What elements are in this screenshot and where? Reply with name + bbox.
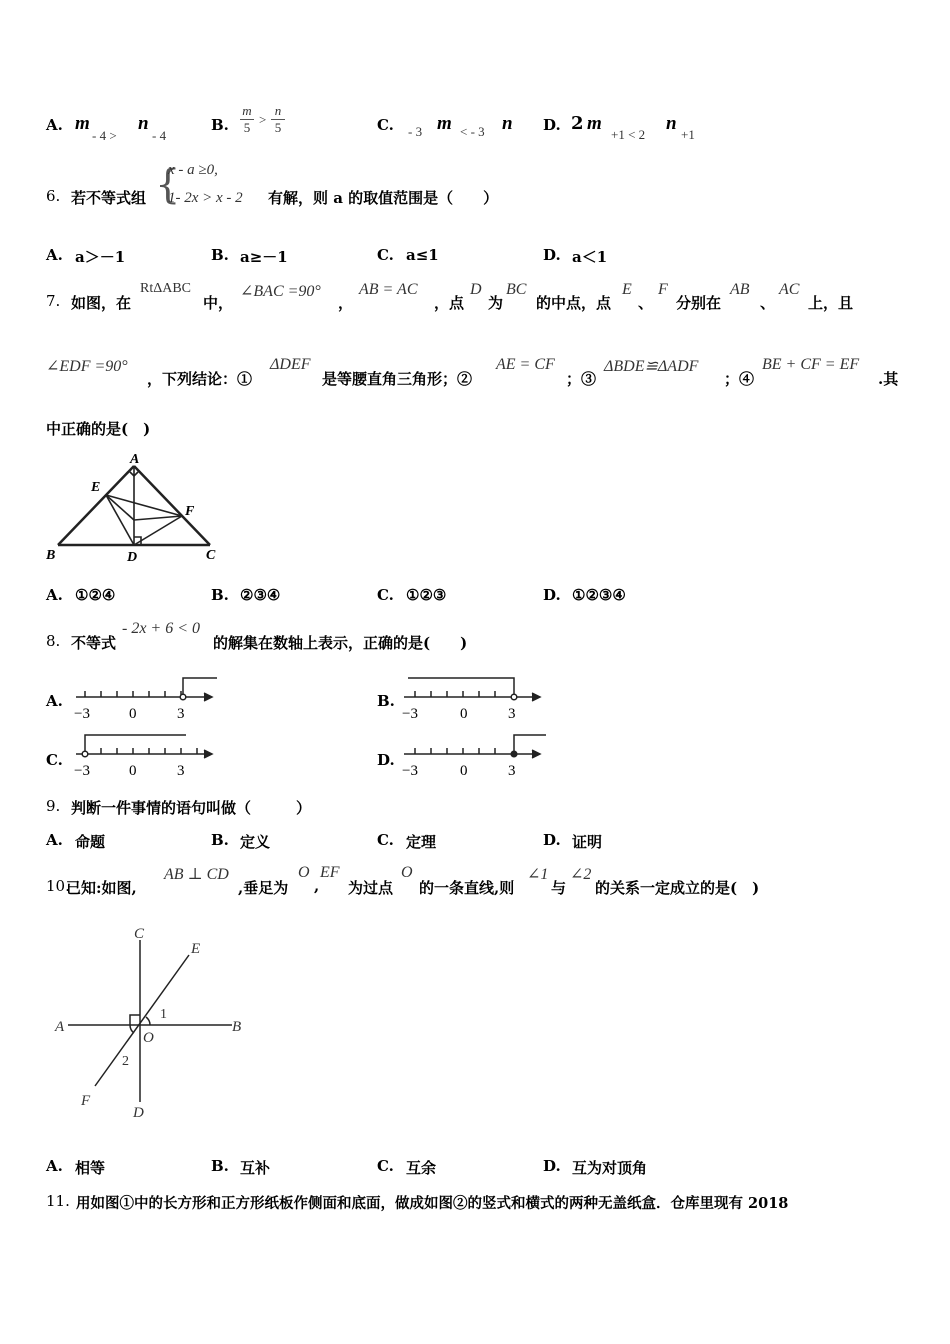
label-D: D [127,550,138,565]
question-number: 9. [46,797,61,815]
question-text: 如图，在 [71,294,132,312]
system-line-2: 1- 2x > x - 2 [168,190,243,206]
math-var: m [587,113,602,134]
math-coef: - 3 [408,124,423,139]
math-var: m [75,113,90,134]
math-var: O [401,864,413,881]
question-number: 8. [46,632,61,650]
option-label: A. [46,1157,63,1175]
option-label: C. [377,586,394,604]
option-text: a＜1 [572,248,608,266]
option-text: 定义 [240,833,271,851]
option-label: A. [46,831,63,849]
math-expr: AB = AC [359,281,418,298]
denominator: 5 [243,120,251,135]
number-line-a [70,674,220,724]
label-C: C [206,548,216,563]
label-F: F [185,504,195,519]
math-expr: ∠2 [570,866,592,883]
option-text: a＞－1 [75,248,126,266]
math-expr: ΔDEF [270,356,311,373]
math-coef: 2 [571,113,584,134]
label-F: F [81,1093,91,1109]
question-number: 7. [46,292,61,310]
question-text: 分别在 [676,294,722,312]
math-sub: - 4 [152,128,167,143]
option-label: C. [377,1157,394,1175]
option-label: D. [543,1157,561,1175]
option-label: B. [211,246,229,264]
question-number: 11. [46,1192,70,1210]
math-var: m [437,113,452,134]
question-text: 为 [488,294,504,312]
option-label: B. [211,831,229,849]
question-text: 的解集在数轴上表示，正确的是( ) [213,634,468,652]
question-text: .其 [878,370,899,388]
tick-label: 3 [177,706,185,722]
option-text: ①②③④ [572,586,626,604]
option-label: D. [543,246,561,264]
option-label: A. [46,586,63,604]
fraction [271,104,285,135]
number-line-c [70,731,220,781]
tick-label: 0 [460,706,468,722]
question-text: ；④ [724,370,755,388]
fraction [240,104,254,135]
option-label: D. [377,751,395,769]
math-expr: ΔBDE≌ΔADF [604,358,699,375]
question-text: 与 [551,879,567,897]
option-label: D. [543,586,561,604]
math-sub: +1 < 2 [611,127,646,142]
option-text: ①②④ [75,586,116,604]
label-C: C [134,926,145,942]
math-var: AC [779,281,800,298]
number-line-b [398,674,548,724]
math-var: D [470,281,482,298]
option-label: A. [46,692,63,710]
question-text: 已知:如图, [66,879,137,897]
question-number: 10. [46,877,70,895]
math-op: < - 3 [460,124,485,139]
math-var: EF [320,864,340,881]
option-text: ②③④ [240,586,281,604]
math-var: O [298,864,310,881]
option-label: D. [543,116,561,134]
tick-label: 0 [460,763,468,779]
tick-label: 3 [177,763,185,779]
question-text: 的关系一定成立的是( ) [595,879,760,897]
question-text: 为过点 [348,879,394,897]
angle-1-label: 1 [160,1007,167,1022]
math-var: n [666,113,677,134]
tick-label: −3 [74,763,90,779]
label-O: O [143,1030,154,1046]
label-B: B [232,1019,242,1035]
math-expr: ∠1 [527,866,549,883]
option-label: B. [211,586,229,604]
numerator: m [242,103,252,118]
label-A: A [130,452,140,467]
option-text: 证明 [572,833,603,851]
option-label: B. [211,116,229,134]
tick-label: 3 [508,706,516,722]
option-text: 互补 [240,1159,271,1177]
option-label: C. [46,751,63,769]
math-var: n [502,113,513,134]
tick-label: 0 [129,706,137,722]
option-text: 定理 [406,833,437,851]
question-text: 上，且 [808,294,854,312]
option-label: C. [377,831,394,849]
option-label: B. [211,1157,229,1175]
question-text: ，点 [434,294,465,312]
math-var: F [658,281,668,298]
label-B: B [46,548,56,563]
denominator: 5 [274,120,282,135]
math-var: AB [730,281,750,298]
tick-label: 3 [508,763,516,779]
option-label: A. [46,246,63,264]
question-text: 有解，则 a 的取值范围是（ ） [268,189,499,207]
question-text: ,垂足为 [238,879,289,897]
option-text: 互余 [406,1159,437,1177]
question-text: 判断一件事情的语句叫做（ ） [71,799,312,817]
option-label: A. [46,116,63,134]
triangle-figure [46,448,226,566]
question-text: 用如图①中的长方形和正方形纸板作侧面和底面，做成如图②的竖式和横式的两种无盖纸盒．仓库里现有 2018 [76,1195,789,1212]
number-line-d [398,731,548,781]
option-text: 命题 [75,833,106,851]
system-line-1: x - a ≥0, [168,162,218,178]
tick-label: −3 [74,706,90,722]
question-text: 不等式 [71,634,117,652]
question-text: 的一条直线,则 [419,879,515,897]
numerator: n [274,103,282,118]
math-op: > [259,112,267,127]
math-expr: AB ⊥ CD [164,866,229,883]
question-number: 6. [46,187,61,205]
question-text: , [314,877,320,895]
perpendicular-figure [46,920,256,1130]
option-label: B. [377,692,395,710]
angle-2-label: 2 [122,1054,129,1069]
option-text: a≥－1 [240,248,288,266]
label-E: E [91,480,101,495]
math-expr: BE + CF = EF [762,356,860,373]
math-var: n [138,113,149,134]
math-var: E [622,281,632,298]
option-text: ①②③ [406,586,447,604]
question-text: 中， [203,294,234,312]
option-label: C. [377,116,394,134]
math-expr: AE = CF [496,356,555,373]
question-text: 中正确的是( ) [46,420,151,438]
question-text: 若不等式组 [71,189,147,207]
label-D: D [133,1105,144,1121]
math-expr: - 2x + 6 < 0 [122,620,201,637]
question-text: ，下列结论：① [147,370,253,388]
question-text: ， [338,294,354,312]
question-text: 、 [760,294,776,312]
brace: { [155,162,181,208]
label-E: E [191,941,201,957]
option-text: a≤1 [406,246,439,264]
label-A: A [55,1019,65,1035]
tick-label: −3 [402,763,418,779]
math-expr: ∠BAC =90° [240,283,321,300]
math-sub: - 4 > [92,128,117,143]
question-text: ；③ [566,370,597,388]
math-expr: ∠EDF =90° [46,358,128,375]
tick-label: −3 [402,706,418,722]
tick-label: 0 [129,763,137,779]
option-label: D. [543,831,561,849]
math-var: BC [506,281,527,298]
math-sub: +1 [681,127,695,142]
question-text: 的中点，点 [536,294,612,312]
option-text: 互为对顶角 [572,1159,648,1177]
option-text: 相等 [75,1159,106,1177]
option-label: C. [377,246,394,264]
question-text: 是等腰直角三角形；② [322,370,473,388]
question-text: 、 [638,294,654,312]
math-expr: RtΔABC [140,281,192,296]
